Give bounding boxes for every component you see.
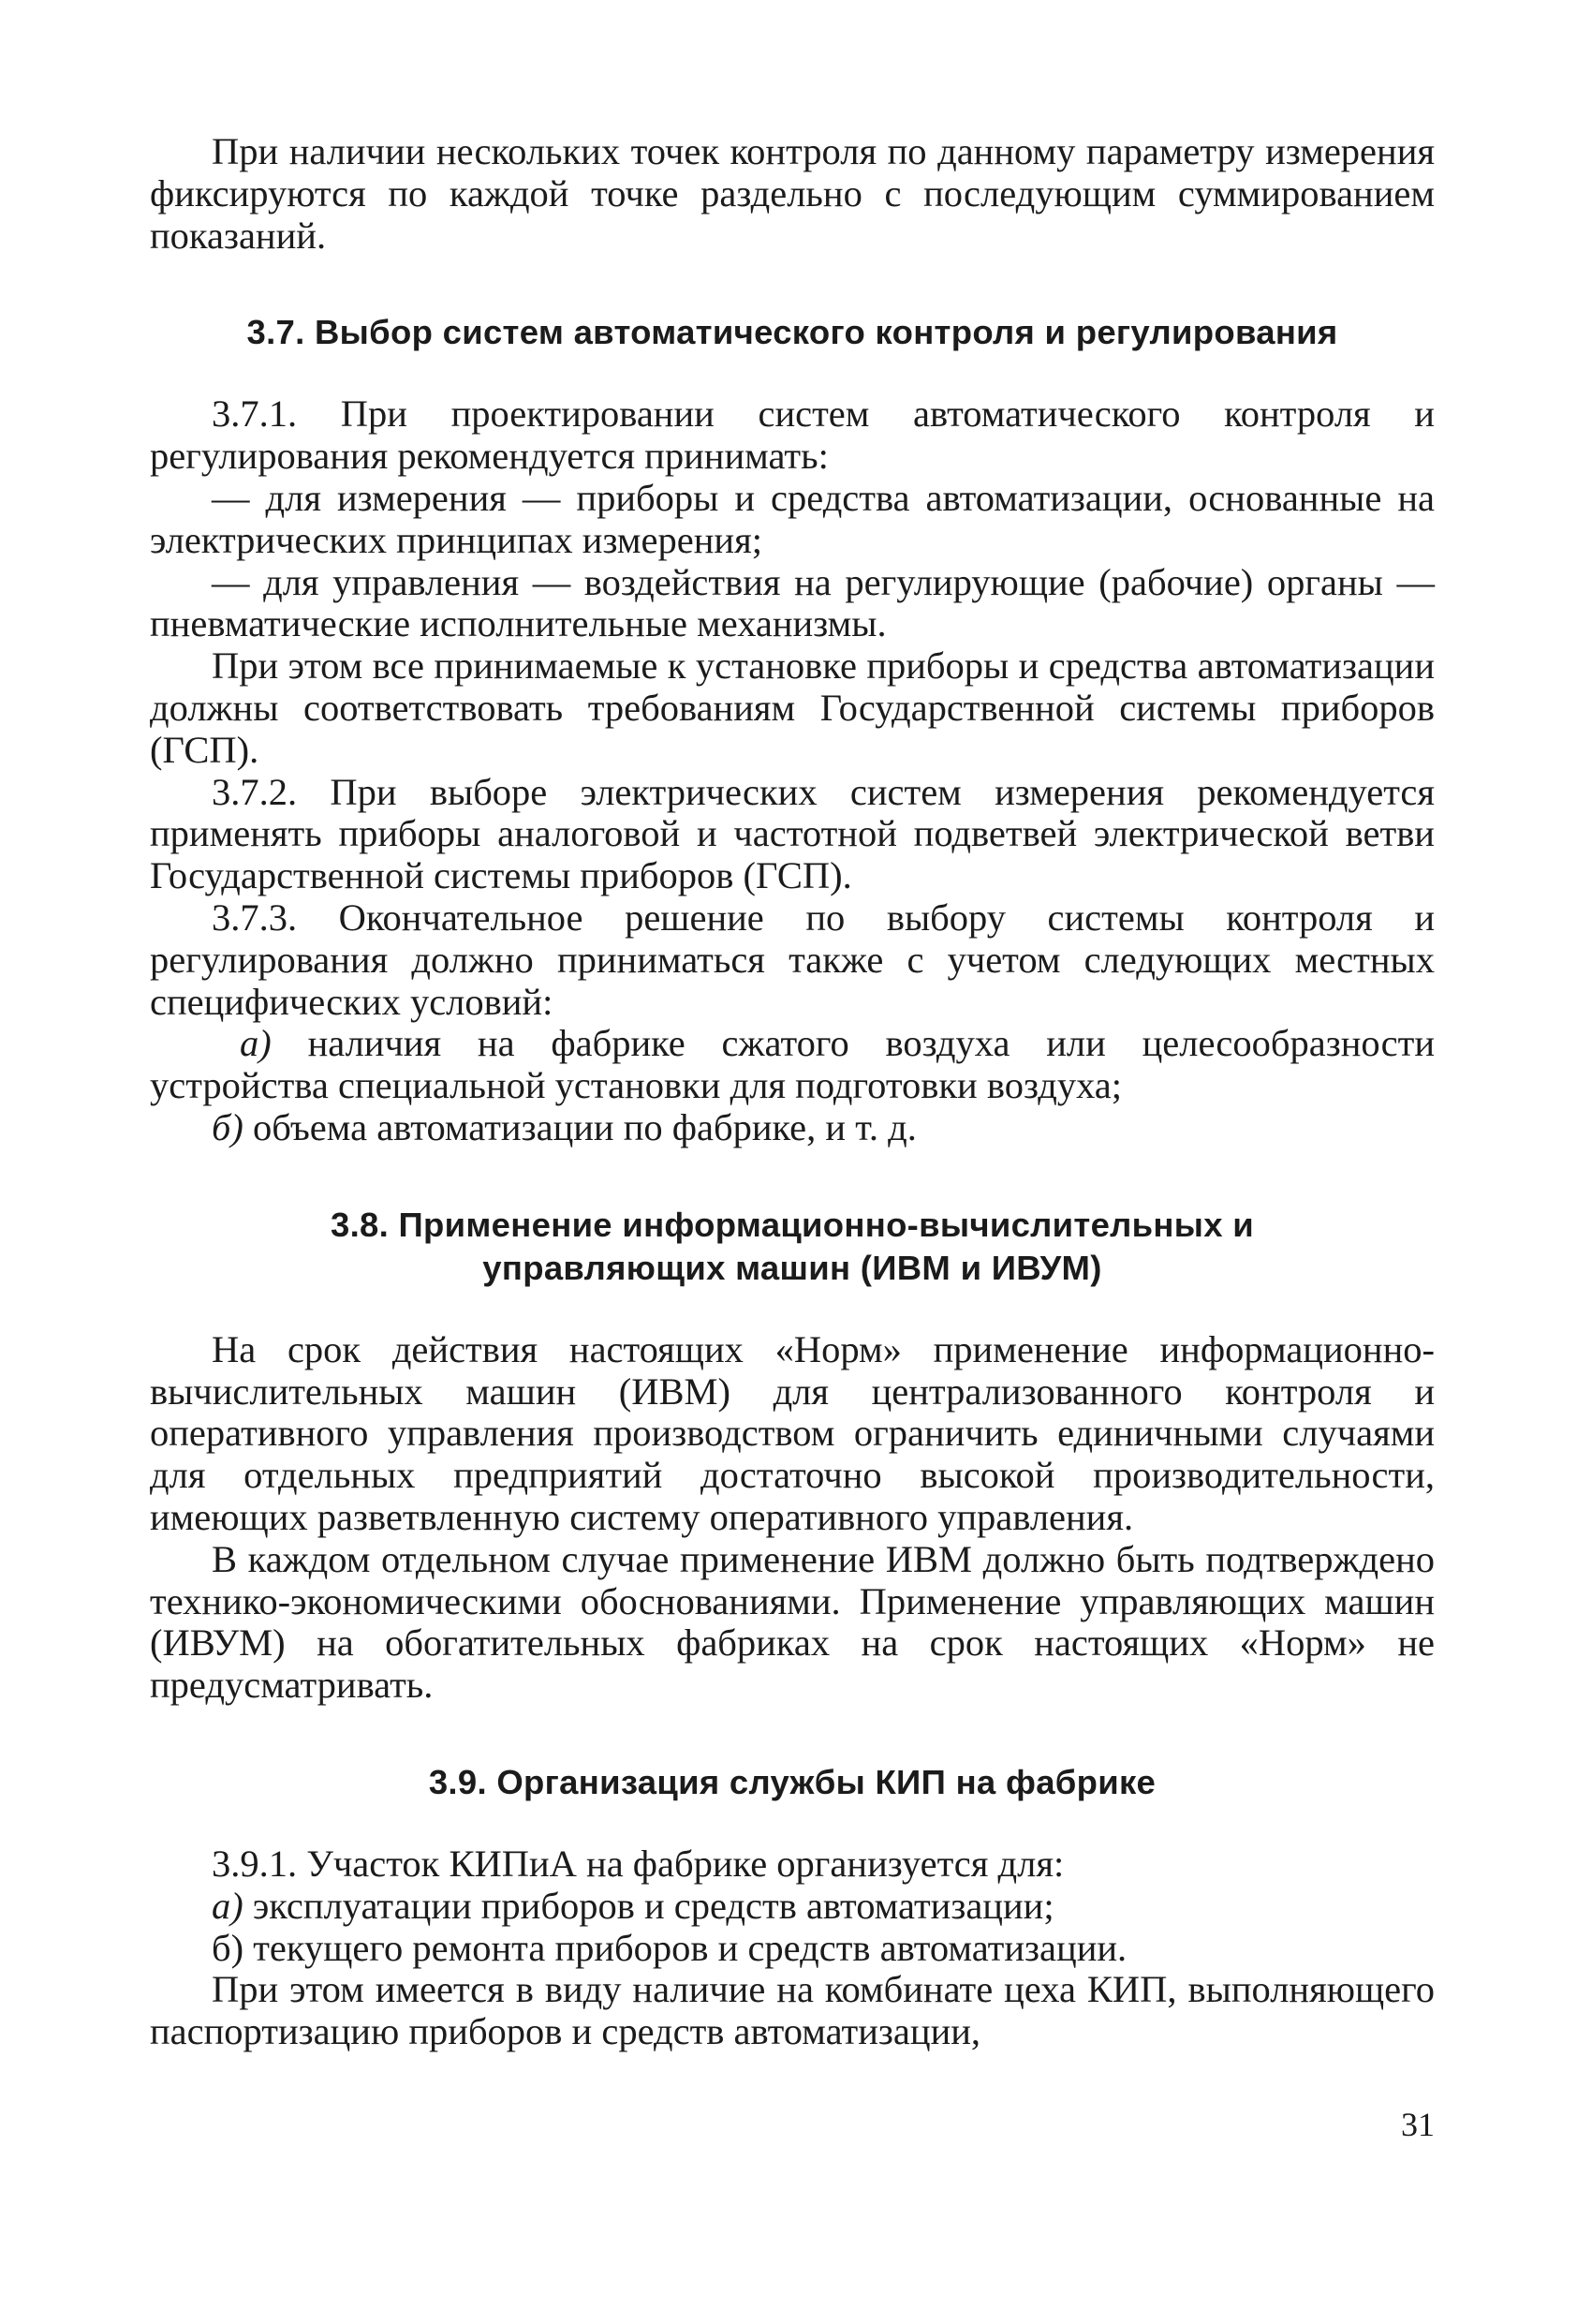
list-letter-a-kip: а) <box>212 1884 243 1927</box>
list-text-a: наличия на фабрике сжатого воздуха или целесообразности устройства специальной установки для подготовки воздуха; <box>150 1022 1436 1107</box>
list-letter-b: б) <box>212 1105 243 1148</box>
list-item-a <box>150 1023 1435 1107</box>
paragraph-3-9-1: 3.9.1. Участок КИПиА на фабрике организуется для: <box>212 1842 1065 1885</box>
dash-item-control: — для управления — воздействия на регулирующие (рабочие) органы — пневматические исполнительные механизмы. <box>150 560 1435 645</box>
paragraph-3-7-2: 3.7.2. При выборе электрических систем измерения рекомендуется применять приборы аналоговой и частотной подветвей электрической ветви Государственной системы приборов (ГСП). <box>150 770 1435 897</box>
list-item-b <box>150 1107 1435 1149</box>
heading-3-8-line1: 3.8. Применение информационно-вычислительных и <box>330 1205 1254 1244</box>
paragraph-measurement-points: При наличии нескольких точек контроля по данному параметру измерения фиксируются по каждой точке раздельно с последующим суммированием показаний. <box>150 130 1435 257</box>
list-text-a-kip: эксплуатации приборов и средств автоматизации; <box>252 1884 1054 1927</box>
paragraph-gsp: При этом все принимаемые к установке приборы и средства автоматизации должны соответствовать требованиям Государственной системы приборов (ГСП). <box>150 644 1435 771</box>
section-3-8-body <box>150 1329 1435 1707</box>
list-letter-a: а) <box>240 1022 272 1065</box>
heading-3-7: 3.7. Выбор систем автоматического контроля и регулирования <box>246 313 1338 352</box>
paragraph-ivm: На срок действия настоящих «Норм» применение информационно-вычислительных машин (ИВМ) для централизованного контроля и оперативного управления производством ограничить единичными случаями для отдельных предприятий достаточно высокой производительности, имеющих разветвленную систему оперативного управления. <box>150 1327 1435 1538</box>
paragraph-3-7-3: 3.7.3. Окончательное решение по выбору системы контроля и регулирования должно приниматься также с учетом следующих местных специфических условий: <box>150 896 1435 1023</box>
list-item-a-kip <box>150 1886 1435 1928</box>
heading-3-9: 3.9. Организация службы КИП на фабрике <box>428 1762 1157 1801</box>
paragraph-3-7-1: 3.7.1. При проектировании систем автоматического контроля и регулирования рекомендуется принимать: <box>150 392 1435 478</box>
paragraph-kip-shop: При этом имеется в виду наличие на комбинате цеха КИП, выполняющего паспортизацию приборов и средств автоматизации, <box>150 1968 1435 2053</box>
heading-3-8-line2: управляющих машин (ИВМ и ИВУМ) <box>482 1248 1102 1287</box>
page-content <box>150 131 1435 2053</box>
list-letter-b-kip: б) <box>212 1926 244 1969</box>
list-text-b: объема автоматизации по фабрике, и т. д. <box>252 1105 917 1148</box>
list-item-b-kip <box>150 1928 1435 1970</box>
section-3-7-body <box>150 393 1435 1148</box>
list-text-b-kip: текущего ремонта приборов и средств автоматизации. <box>253 1926 1128 1969</box>
dash-item-measurement: — для измерения — приборы и средства автоматизации, основанные на электрических принципах измерения; <box>150 476 1435 561</box>
section-3-9-body <box>150 1843 1435 2053</box>
paragraph-ivum: В каждом отдельном случае применение ИВМ должно быть подтверждено технико-экономическими обоснованиями. Применение управляющих машин (ИВУМ) на обогатительных фабриках на срок настоящих «Норм» не предусматривать. <box>150 1537 1435 1707</box>
heading-3-8 <box>150 1204 1435 1290</box>
page-number: 31 <box>1401 2106 1435 2143</box>
